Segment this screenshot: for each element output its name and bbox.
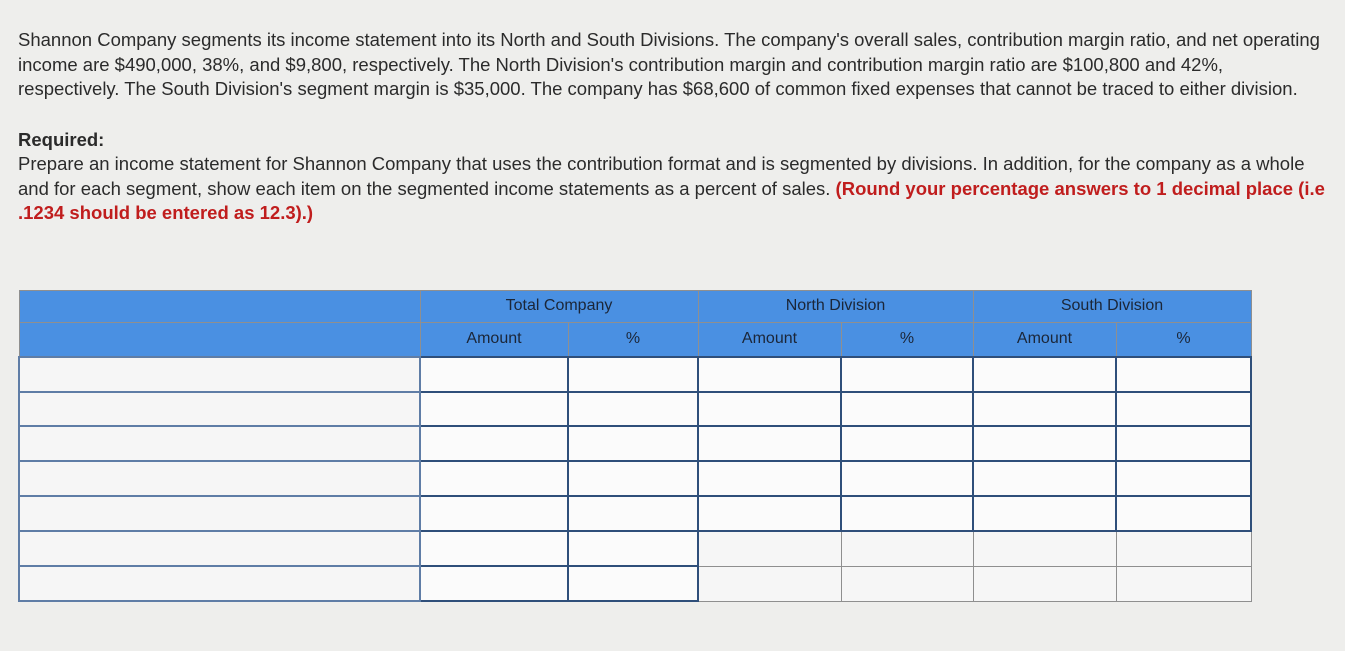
- south-percent-cell[interactable]: [1116, 496, 1251, 531]
- north-percent-cell[interactable]: [841, 426, 973, 461]
- row-label-cell[interactable]: [19, 496, 420, 531]
- total-amount-input[interactable]: [421, 393, 567, 426]
- total-percent-cell[interactable]: [568, 392, 698, 427]
- north-percent-cell[interactable]: [841, 392, 973, 427]
- total-amount-cell[interactable]: [420, 496, 568, 531]
- south-amount-cell: [973, 566, 1116, 601]
- total-percent-cell[interactable]: [568, 566, 698, 601]
- total-percent-input[interactable]: [569, 462, 697, 495]
- header-north-division: North Division: [698, 291, 973, 323]
- total-amount-cell[interactable]: [420, 392, 568, 427]
- header-total-amount: Amount: [420, 322, 568, 356]
- table-row: [19, 566, 1251, 601]
- south-percent-cell[interactable]: [1116, 392, 1251, 427]
- header-north-percent: %: [841, 322, 973, 356]
- south-percent-cell[interactable]: [1116, 357, 1251, 392]
- total-amount-cell[interactable]: [420, 426, 568, 461]
- south-percent-input[interactable]: [1117, 393, 1250, 426]
- south-percent-input[interactable]: [1117, 462, 1250, 495]
- total-percent-input[interactable]: [569, 358, 697, 391]
- north-percent-cell: [841, 566, 973, 601]
- south-amount-input[interactable]: [974, 462, 1115, 495]
- south-percent-cell: [1116, 531, 1251, 566]
- total-amount-input[interactable]: [421, 567, 567, 600]
- instructions: [18, 152, 1328, 226]
- table-row: [19, 531, 1251, 566]
- row-label-input[interactable]: [20, 532, 419, 565]
- instructions-main: Prepare an income statement for Shannon Company that uses the contribution format and is segmented by divisions. In addition, for the company as a whole and for each segment, show each item on the segmented income statements as a percent of sales.: [18, 153, 1305, 199]
- header-row-groups: [19, 291, 1251, 323]
- south-amount-cell[interactable]: [973, 392, 1116, 427]
- row-label-input[interactable]: [20, 427, 419, 460]
- south-amount-cell[interactable]: [973, 426, 1116, 461]
- south-amount-input[interactable]: [974, 427, 1115, 460]
- north-percent-cell[interactable]: [841, 496, 973, 531]
- table-row: [19, 461, 1251, 496]
- north-amount-cell: [698, 531, 841, 566]
- total-percent-cell[interactable]: [568, 357, 698, 392]
- row-label-cell[interactable]: [19, 357, 420, 392]
- south-percent-cell[interactable]: [1116, 426, 1251, 461]
- total-amount-cell[interactable]: [420, 461, 568, 496]
- north-percent-input[interactable]: [842, 358, 972, 391]
- south-amount-input[interactable]: [974, 497, 1115, 530]
- row-label-cell[interactable]: [19, 426, 420, 461]
- header-south-percent: %: [1116, 322, 1251, 356]
- total-amount-cell[interactable]: [420, 357, 568, 392]
- north-percent-cell: [841, 531, 973, 566]
- total-percent-cell[interactable]: [568, 496, 698, 531]
- problem-text: [18, 28, 1328, 226]
- north-percent-cell[interactable]: [841, 461, 973, 496]
- south-percent-input[interactable]: [1117, 427, 1250, 460]
- north-amount-cell: [698, 566, 841, 601]
- south-amount-cell[interactable]: [973, 496, 1116, 531]
- total-percent-cell[interactable]: [568, 531, 698, 566]
- header-total-company: Total Company: [420, 291, 698, 323]
- table-row: [19, 392, 1251, 427]
- row-label-input[interactable]: [20, 358, 419, 391]
- total-percent-input[interactable]: [569, 567, 697, 600]
- row-label-cell[interactable]: [19, 392, 420, 427]
- header-blank: [19, 291, 420, 323]
- required-label: Required:: [18, 128, 105, 150]
- south-amount-cell[interactable]: [973, 357, 1116, 392]
- north-percent-input[interactable]: [842, 427, 972, 460]
- table-row: [19, 496, 1251, 531]
- header-blank-2: [19, 322, 420, 356]
- north-amount-cell[interactable]: [698, 496, 841, 531]
- north-amount-input[interactable]: [699, 393, 840, 426]
- total-amount-input[interactable]: [421, 427, 567, 460]
- total-amount-cell[interactable]: [420, 531, 568, 566]
- north-percent-input[interactable]: [842, 393, 972, 426]
- row-label-input[interactable]: [20, 567, 419, 600]
- north-amount-cell[interactable]: [698, 392, 841, 427]
- north-percent-input[interactable]: [842, 497, 972, 530]
- row-label-input[interactable]: [20, 497, 419, 530]
- north-amount-input[interactable]: [699, 497, 840, 530]
- problem-intro: Shannon Company segments its income statement into its North and South Divisions. The company's overall sales, contribution margin ratio, and net operating income are $490,000, 38%, and $9,800, respectively. The North Division's contribution margin and contribution margin ratio are $100,800 and 42%, respectively. The South Division's segment margin is $35,000. The company has $68,600 of common fixed expenses that cannot be traced to either division.: [18, 29, 1320, 99]
- south-amount-cell: [973, 531, 1116, 566]
- header-row-columns: [19, 322, 1251, 356]
- south-percent-input[interactable]: [1117, 497, 1250, 530]
- north-amount-cell[interactable]: [698, 357, 841, 392]
- total-percent-cell[interactable]: [568, 426, 698, 461]
- table-row: [19, 357, 1251, 392]
- row-label-input[interactable]: [20, 462, 419, 495]
- total-percent-input[interactable]: [569, 427, 697, 460]
- north-percent-input[interactable]: [842, 462, 972, 495]
- table-row: [19, 426, 1251, 461]
- row-label-cell[interactable]: [19, 531, 420, 566]
- south-amount-input[interactable]: [974, 393, 1115, 426]
- total-amount-input[interactable]: [421, 532, 567, 565]
- south-percent-input[interactable]: [1117, 358, 1250, 391]
- total-amount-input[interactable]: [421, 358, 567, 391]
- header-north-amount: Amount: [698, 322, 841, 356]
- north-amount-cell[interactable]: [698, 426, 841, 461]
- north-amount-input[interactable]: [699, 358, 840, 391]
- total-percent-cell[interactable]: [568, 461, 698, 496]
- north-amount-input[interactable]: [699, 427, 840, 460]
- north-percent-cell[interactable]: [841, 357, 973, 392]
- south-percent-cell[interactable]: [1116, 461, 1251, 496]
- total-amount-cell[interactable]: [420, 566, 568, 601]
- header-total-percent: %: [568, 322, 698, 356]
- south-amount-input[interactable]: [974, 358, 1115, 391]
- header-south-amount: Amount: [973, 322, 1116, 356]
- north-amount-input[interactable]: [699, 462, 840, 495]
- segmented-income-statement-table: [18, 290, 1252, 602]
- row-label-cell[interactable]: [19, 566, 420, 601]
- instructions-emphasis: (Round your percentage answers to 1 decimal place (i.e .1234 should be entered as 12.3).): [18, 177, 1325, 223]
- total-percent-input[interactable]: [569, 497, 697, 530]
- total-amount-input[interactable]: [421, 497, 567, 530]
- row-label-input[interactable]: [20, 393, 419, 426]
- south-amount-cell[interactable]: [973, 461, 1116, 496]
- north-amount-cell[interactable]: [698, 461, 841, 496]
- total-percent-input[interactable]: [569, 532, 697, 565]
- header-south-division: South Division: [973, 291, 1251, 323]
- row-label-cell[interactable]: [19, 461, 420, 496]
- total-amount-input[interactable]: [421, 462, 567, 495]
- south-percent-cell: [1116, 566, 1251, 601]
- total-percent-input[interactable]: [569, 393, 697, 426]
